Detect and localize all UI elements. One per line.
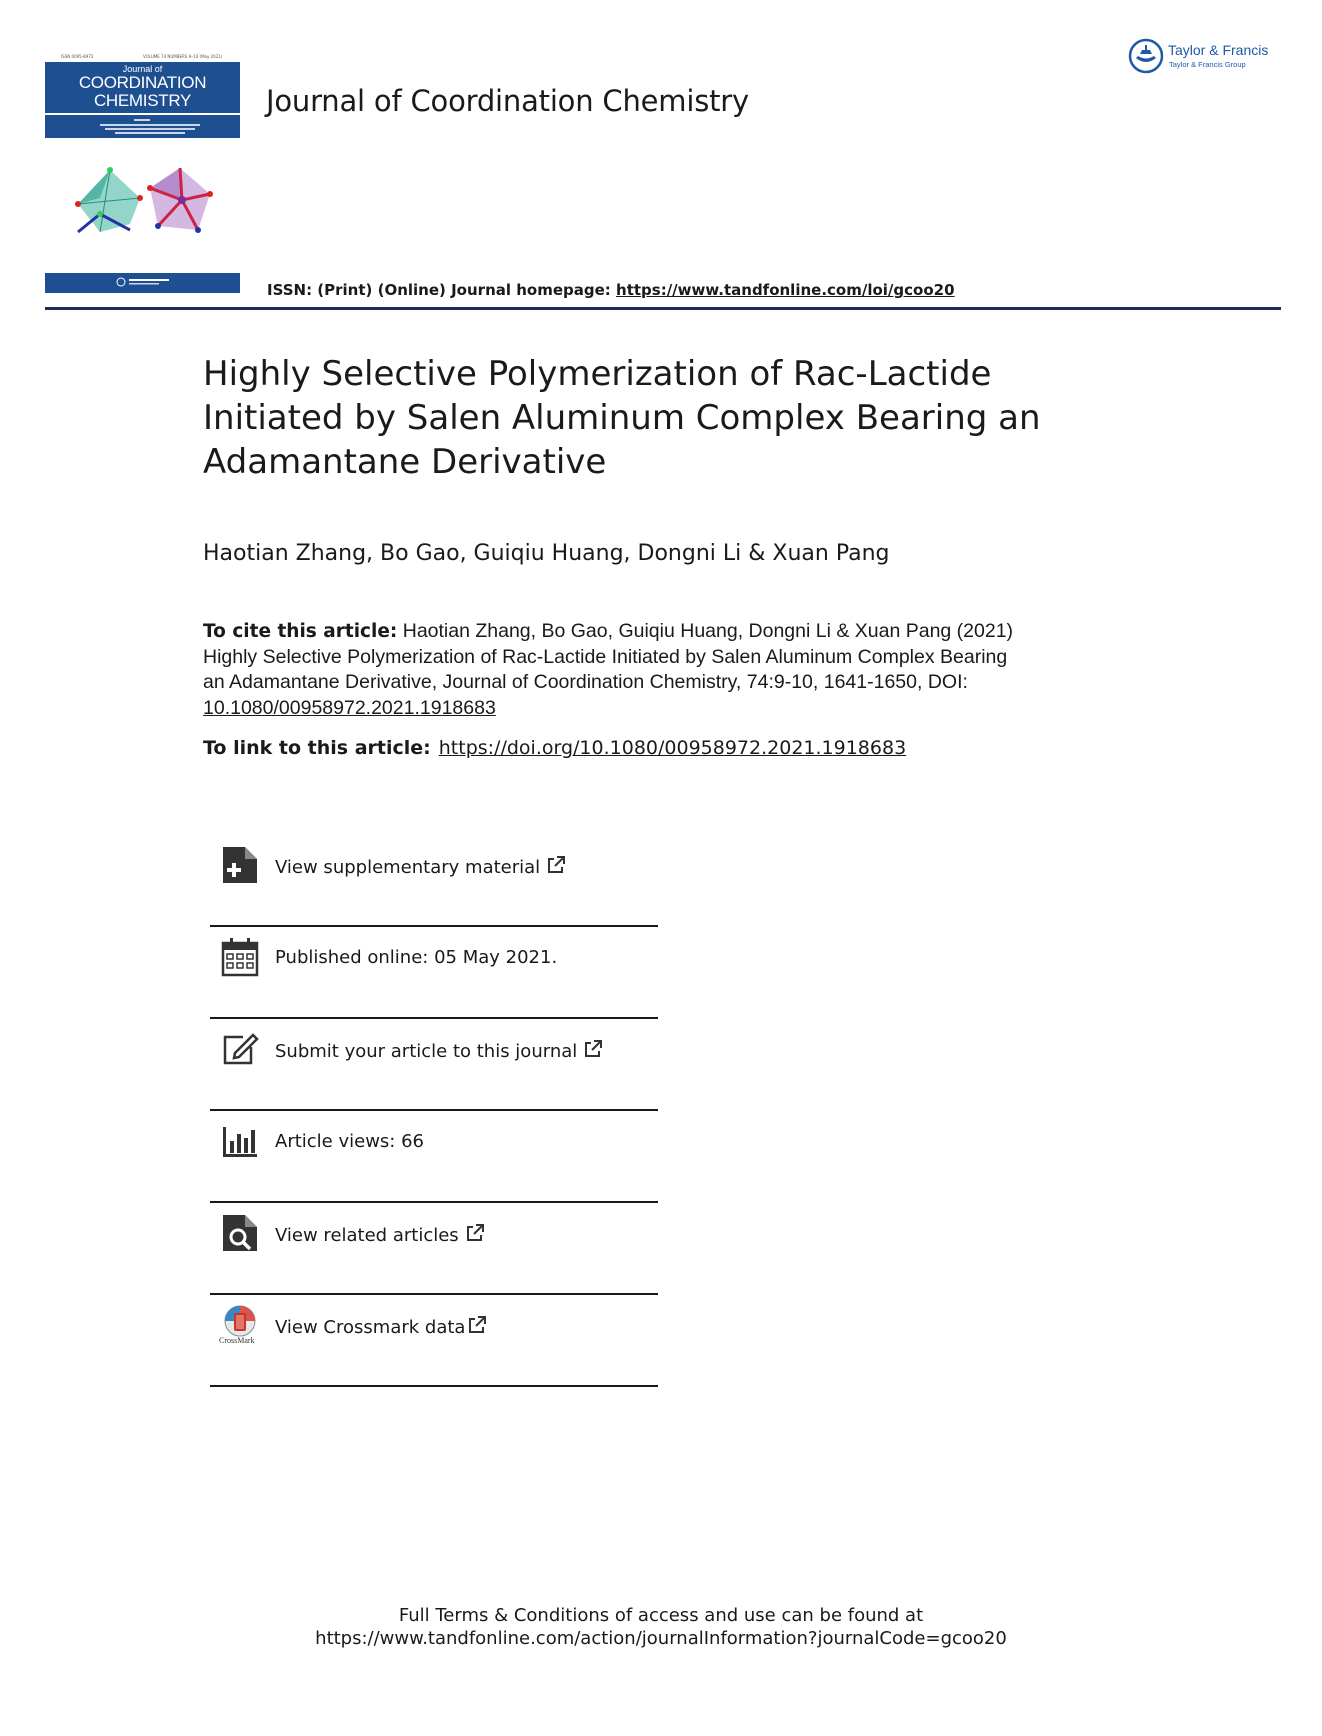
cover-banner xyxy=(45,62,240,113)
article-title-line: Highly Selective Polymerization of Rac-Lactide xyxy=(203,354,992,394)
views-label: Article views: 66 xyxy=(275,1131,424,1152)
divider xyxy=(210,1385,658,1387)
related-articles-item[interactable] xyxy=(210,1203,658,1293)
external-link-icon xyxy=(467,1315,487,1335)
external-link-icon xyxy=(546,855,566,875)
article-doi-link[interactable]: https://doi.org/10.1080/00958972.2021.1918683 xyxy=(438,737,907,759)
article-title-line: Adamantane Derivative xyxy=(203,442,607,482)
cover-volume: VOLUME 74 NUMBERS 9–10 (May 2021) xyxy=(143,54,223,59)
cite-label: To cite this article: xyxy=(203,621,398,642)
cover-journal-of: Journal of xyxy=(122,64,163,74)
calendar-icon xyxy=(221,937,259,977)
crossmark-logo-text: CrossMark xyxy=(219,1336,255,1345)
cite-doi-link[interactable]: 10.1080/00958972.2021.1918683 xyxy=(203,696,496,719)
cover-molecule-illustration xyxy=(70,164,220,239)
link-label: To link to this article: xyxy=(203,737,431,759)
edit-icon xyxy=(221,1029,259,1069)
related-label: View related articles xyxy=(275,1225,459,1246)
external-link-icon xyxy=(465,1223,485,1243)
issn-text: ISSN: (Print) (Online) Journal homepage: xyxy=(267,281,617,299)
crossmark-item[interactable] xyxy=(210,1295,658,1385)
journal-cover xyxy=(45,54,240,294)
published-online-item xyxy=(210,927,658,1017)
crossmark-logo xyxy=(221,1305,259,1345)
article-link-line xyxy=(203,737,906,759)
publisher-group: Taylor & Francis Group xyxy=(1169,60,1246,69)
terms-text: Full Terms & Conditions of access and use can be found at xyxy=(398,1605,924,1626)
submit-article-item[interactable] xyxy=(210,1019,658,1109)
cite-text: Highly Selective Polymerization of Rac-Lactide Initiated by Salen Aluminum Complex Bearing xyxy=(203,645,1008,668)
submit-label: Submit your article to this journal xyxy=(275,1041,578,1062)
article-authors: Haotian Zhang, Bo Gao, Guiqiu Huang, Dongni Li & Xuan Pang xyxy=(203,541,890,566)
cover-footer-strip xyxy=(45,273,240,293)
cover-editor-block xyxy=(45,115,240,138)
supplementary-label: View supplementary material xyxy=(275,857,541,878)
cover-publisher-mark xyxy=(45,273,240,293)
journal-homepage-link[interactable]: https://www.tandfonline.com/loi/gcoo20 xyxy=(616,281,955,299)
publisher-logo[interactable] xyxy=(1128,38,1288,78)
published-label: Published online: 05 May 2021. xyxy=(275,947,558,968)
bar-chart-icon xyxy=(221,1121,259,1161)
publisher-name: Taylor & Francis xyxy=(1168,42,1269,58)
article-views-item xyxy=(210,1111,658,1201)
terms-footer xyxy=(0,1604,1322,1650)
header-divider xyxy=(45,307,1281,310)
article-title-line: Initiated by Salen Aluminum Complex Bearing an xyxy=(203,398,1041,438)
article-info-list xyxy=(210,835,658,1387)
file-plus-icon xyxy=(221,845,259,885)
cite-text: Haotian Zhang, Bo Gao, Guiqiu Huang, Dongni Li & Xuan Pang (2021) xyxy=(397,620,1014,642)
cite-text: an Adamantane Derivative, Journal of Coordination Chemistry, 74:9-10, 1641-1650, DOI: xyxy=(203,671,968,693)
cover-top-strip xyxy=(45,54,240,60)
cover-name-line2: CHEMISTRY xyxy=(93,91,192,110)
terms-link[interactable]: https://www.tandfonline.com/action/journalInformation?journalCode=gcoo20 xyxy=(315,1628,1007,1649)
publisher-logo-icon xyxy=(1128,38,1164,74)
journal-title: Journal of Coordination Chemistry xyxy=(266,84,749,118)
article-title xyxy=(203,352,1143,484)
supplementary-material-item[interactable] xyxy=(210,835,658,925)
issn-homepage-line xyxy=(267,281,955,299)
citation-block xyxy=(203,619,1083,721)
file-search-icon xyxy=(221,1213,259,1253)
crossmark-icon xyxy=(221,1305,259,1337)
cover-name-line1: COORDINATION xyxy=(78,73,207,92)
cover-issn: ISSN 0095-8972 xyxy=(61,54,94,59)
external-link-icon xyxy=(583,1039,603,1059)
crossmark-label: View Crossmark data xyxy=(275,1317,466,1338)
